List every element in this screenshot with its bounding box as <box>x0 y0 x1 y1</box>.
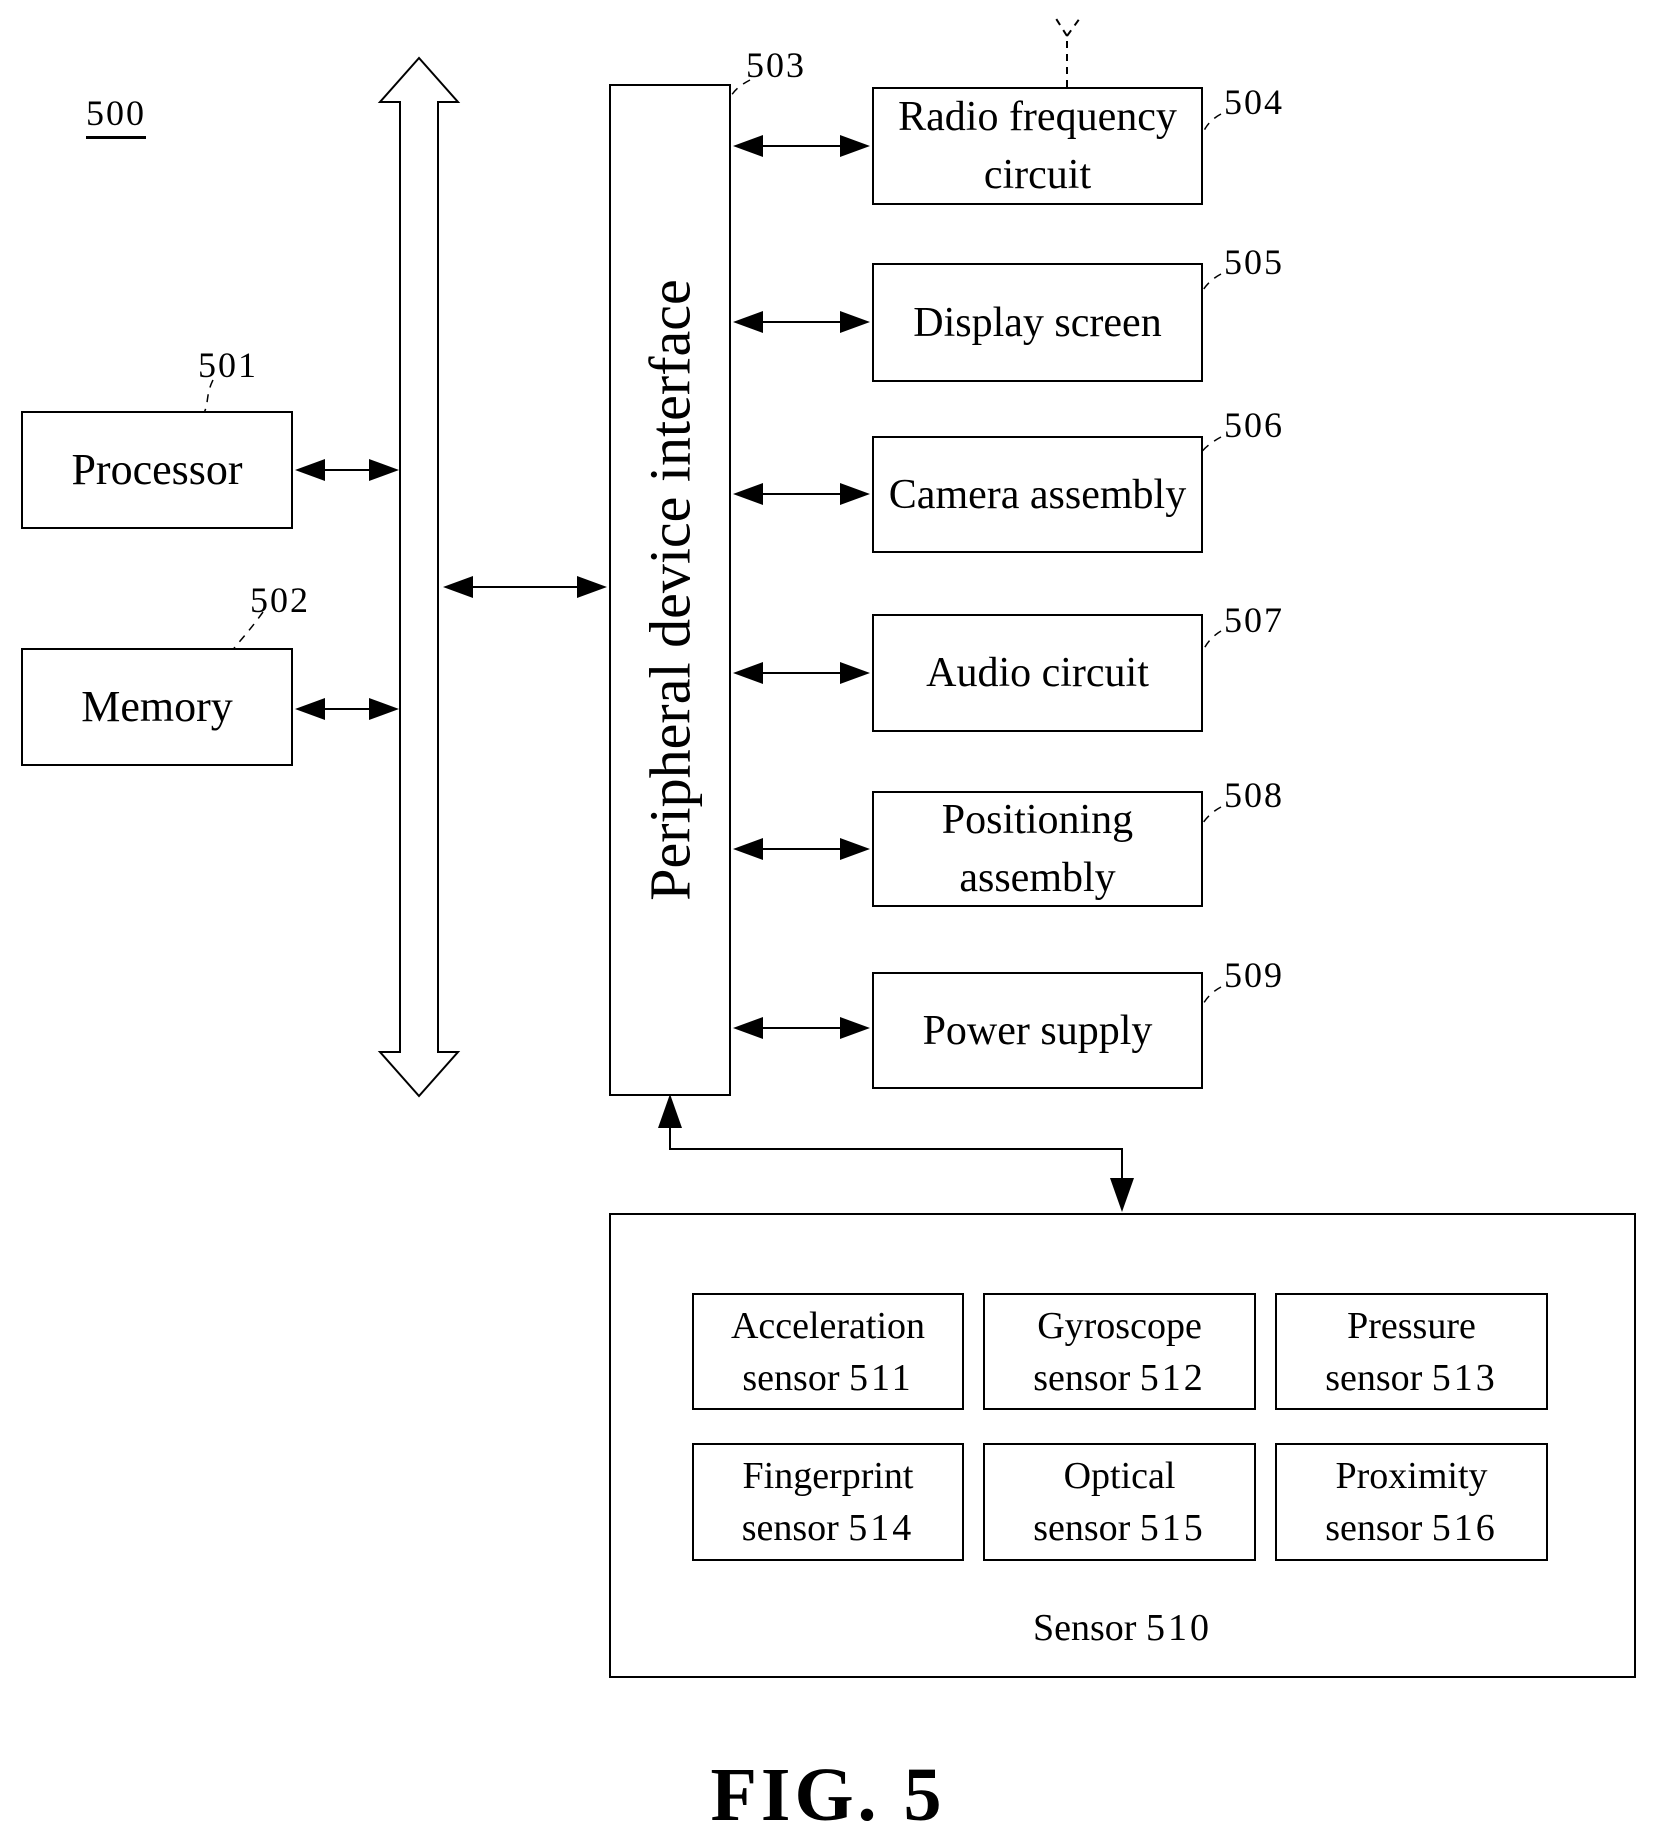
arrow-interface-audio <box>733 662 870 684</box>
camera-assembly-label: Camera assembly <box>888 471 1187 518</box>
arrow-processor-bus <box>295 459 399 481</box>
positioning-assembly-label-line1: Positioning <box>941 797 1134 843</box>
display-screen-box <box>872 263 1203 382</box>
arrow-interface-display <box>733 311 870 333</box>
proximity-sensor-label: Proximity <box>1335 1455 1488 1497</box>
fingerprint-sensor-box: Fingerprint sensor 514 <box>692 1443 964 1561</box>
arrow-interface-positioning <box>733 838 870 860</box>
antenna-icon <box>1055 17 1080 87</box>
processor-label: Processor <box>71 445 243 494</box>
memory-ref-label: 502 <box>250 580 310 620</box>
positioning-assembly-box <box>872 791 1203 907</box>
pressure-sensor-box: Pressure sensor 513 <box>1275 1293 1548 1410</box>
proximity-sensor-box: Proximity sensor 516 <box>1275 1443 1548 1561</box>
display-ref-label: 505 <box>1224 242 1284 282</box>
fingerprint-sensor-label: Fingerprint <box>742 1455 914 1497</box>
rf-circuit-box <box>872 87 1203 205</box>
processor-box <box>21 411 293 529</box>
optical-sensor-label: Optical <box>1063 1455 1176 1497</box>
processor-ref-label: 501 <box>198 345 258 385</box>
optical-sensor-box: Optical sensor 515 <box>983 1443 1256 1561</box>
positioning-ref-label: 508 <box>1224 775 1284 815</box>
sensor-panel-caption: Sensor 510 <box>1033 1607 1212 1649</box>
camera-assembly-box <box>872 436 1203 553</box>
gyroscope-sensor-label: Gyroscope <box>1037 1304 1202 1347</box>
interface-ref-label: 503 <box>746 45 806 85</box>
display-screen-label: Display screen <box>913 299 1162 346</box>
gyroscope-sensor-box: Gyroscope sensor 512 <box>983 1293 1256 1410</box>
arrow-interface-power <box>733 1017 870 1039</box>
arrow-interface-camera <box>733 483 870 505</box>
figure-number-label: 500 <box>86 92 146 139</box>
connector-interface-sensor <box>658 1094 1134 1212</box>
positioning-assembly-label-line2: assembly <box>959 855 1116 901</box>
audio-ref-label: 507 <box>1224 600 1284 640</box>
power-ref-label: 509 <box>1224 955 1284 995</box>
arrow-interface-rf <box>733 135 870 157</box>
arrow-bus-interface <box>443 576 607 598</box>
power-supply-label: Power supply <box>922 1007 1153 1054</box>
peripheral-interface-label: Peripheral device interface <box>637 279 703 901</box>
audio-circuit-label: Audio circuit <box>926 650 1149 696</box>
rf-circuit-ref-label: 504 <box>1224 82 1284 122</box>
audio-circuit-box <box>872 614 1203 732</box>
power-supply-box <box>872 972 1203 1089</box>
camera-ref-label: 506 <box>1224 405 1284 445</box>
arrow-memory-bus <box>295 698 399 720</box>
rf-circuit-label-line2: circuit <box>983 152 1092 198</box>
acceleration-sensor-box: Acceleration sensor 511 <box>692 1293 964 1410</box>
pressure-sensor-label: Pressure <box>1347 1304 1476 1347</box>
memory-label: Memory <box>81 682 233 731</box>
leader-504 <box>1201 114 1221 151</box>
rf-circuit-label-line1: Radio frequency <box>898 94 1177 140</box>
acceleration-sensor-label: Acceleration <box>730 1304 926 1347</box>
figure-caption: FIG. 5 <box>710 1753 946 1837</box>
bus-double-arrow <box>380 58 458 1096</box>
memory-box <box>21 648 293 766</box>
